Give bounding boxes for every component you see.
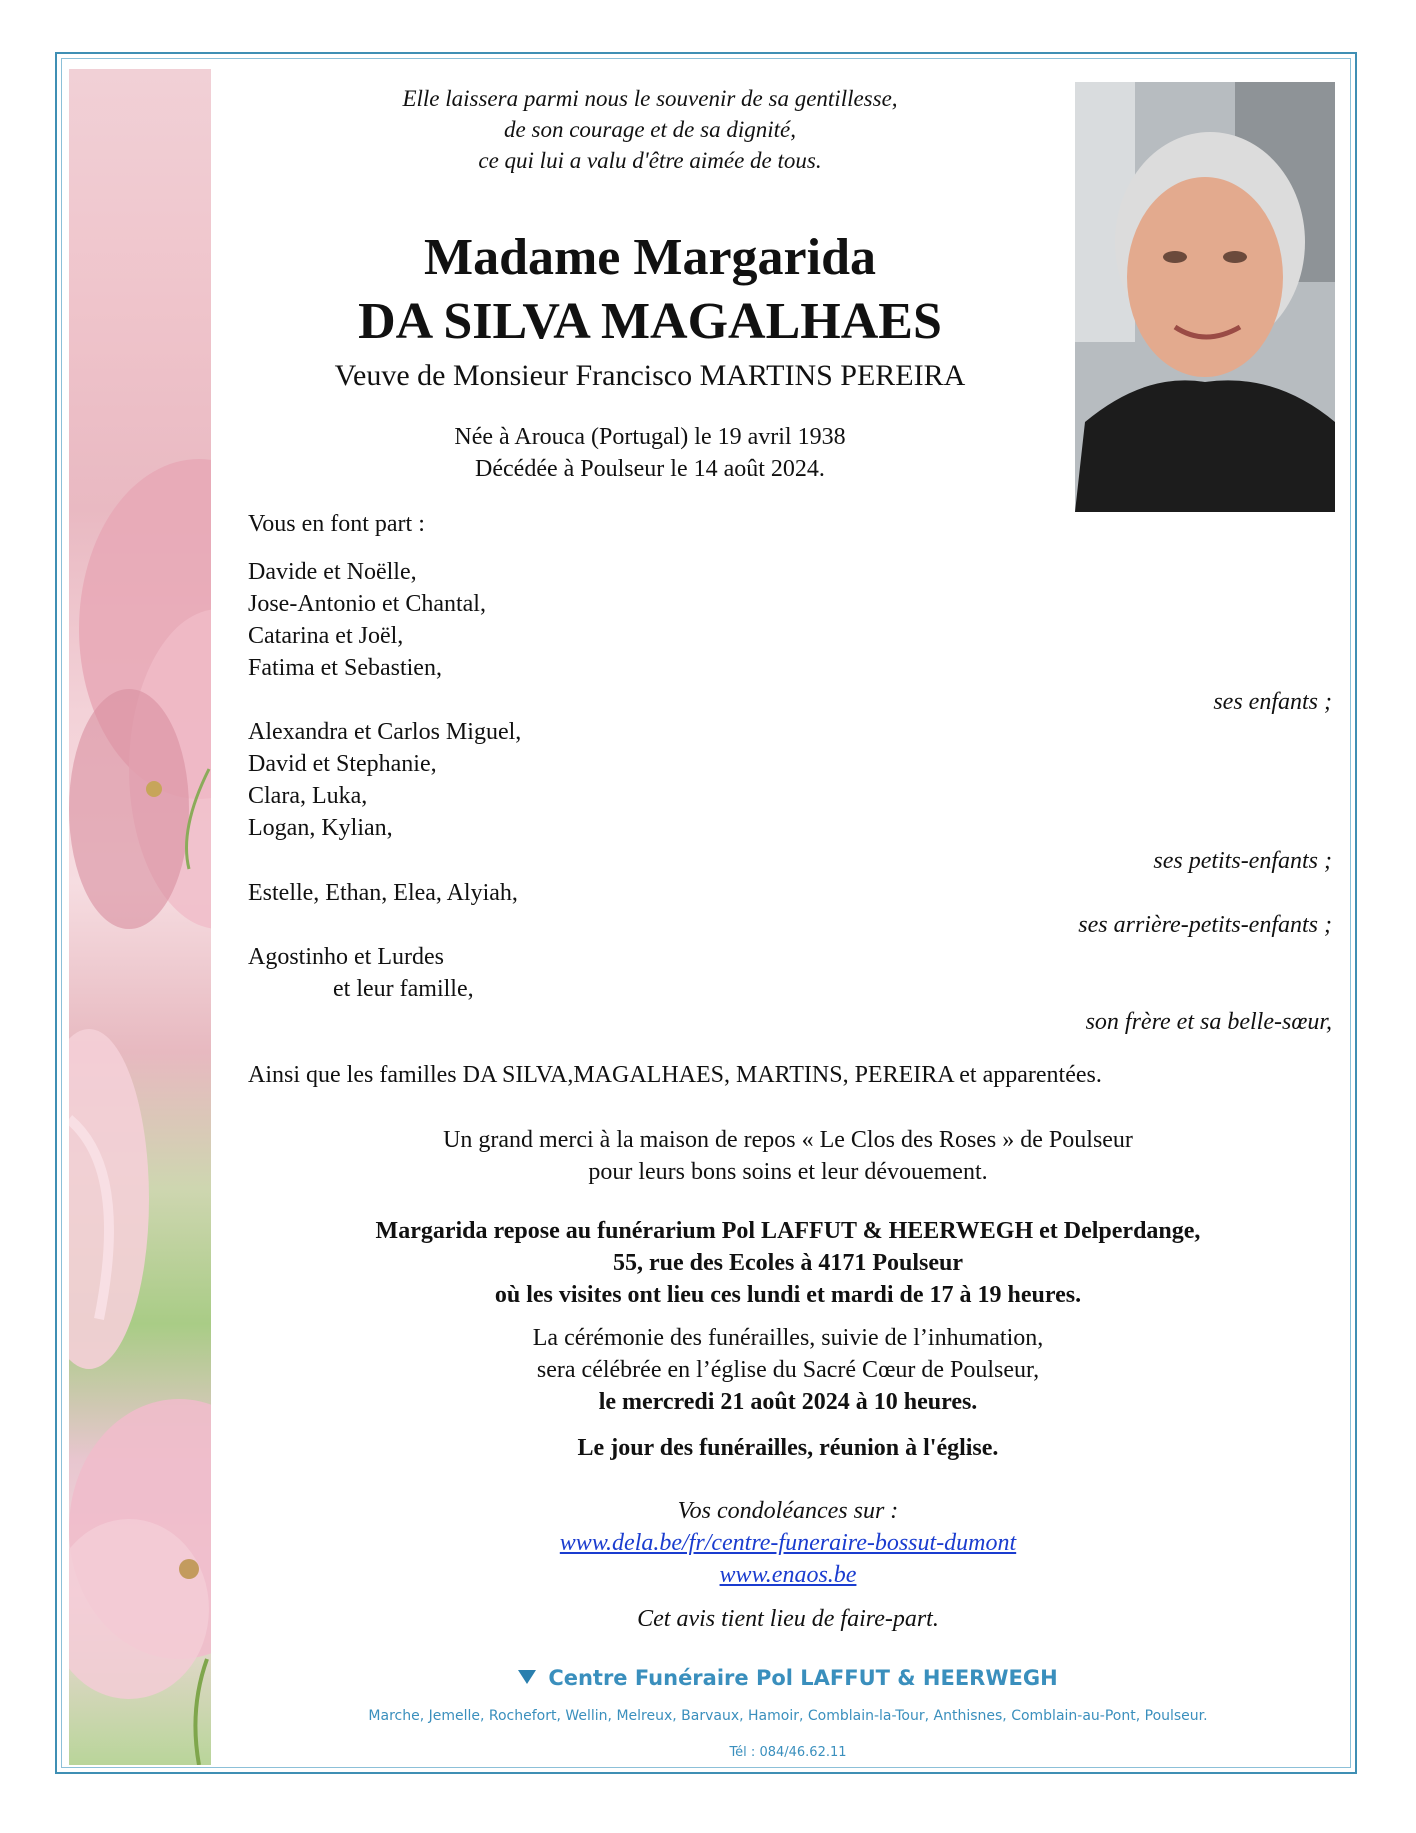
quote-line: de son courage et de sa dignité,: [504, 117, 796, 142]
list-item: Alexandra et Carlos Miguel,: [248, 719, 522, 745]
birth-line: Née à Arouca (Portugal) le 19 avril 1938: [454, 424, 846, 450]
meeting-line: Le jour des funérailles, réunion à l'église.: [577, 1435, 999, 1461]
ceremony-block: [248, 1322, 1328, 1418]
list-item: Estelle, Ethan, Elea, Alyiah,: [248, 880, 518, 906]
siblings-line: Agostinho et Lurdes: [248, 944, 444, 970]
condolences-block: [248, 1495, 1328, 1591]
memorial-quote: [240, 83, 1060, 176]
list-item: Fatima et Sebastien,: [248, 655, 442, 681]
triangle-icon: [518, 1670, 536, 1684]
funeral-home-logo: [248, 1664, 1328, 1692]
list-item: Jose-Antonio et Chantal,: [248, 591, 486, 617]
list-item: Clara, Luka,: [248, 783, 368, 809]
funeral-home-towns: Marche, Jemelle, Rochefort, Wellin, Melreux, Barvaux, Hamoir, Comblain-la-Tour, Anthisnes, Comblain-au-Pont, Poulseur.: [368, 1708, 1208, 1724]
siblings-label: son frère et sa belle-sœur,: [1085, 1009, 1332, 1035]
death-line: Décédée à Poulseur le 14 août 2024.: [475, 456, 825, 482]
flower-decoration-image: [69, 69, 211, 1765]
widow-line: Veuve de Monsieur Francisco MARTINS PEREIRA: [334, 359, 966, 392]
rest-line: Margarida repose au funérarium Pol LAFFUT & HEERWEGH et Delperdange,: [375, 1218, 1201, 1244]
ceremony-date: le mercredi 21 août 2024 à 10 heures.: [598, 1389, 978, 1415]
list-item: David et Stephanie,: [248, 751, 437, 777]
rest-block: [248, 1215, 1328, 1311]
rest-line: 55, rue des Ecoles à 4171 Poulseur: [613, 1250, 963, 1276]
deceased-first-name: Madame Margarida: [423, 229, 876, 286]
quote-line: ce qui lui a valu d'être aimée de tous.: [478, 148, 822, 173]
dates-block: [240, 421, 1060, 485]
list-item: Davide et Noëlle,: [248, 559, 417, 585]
deceased-surname: DA SILVA MAGALHAES: [358, 293, 942, 350]
ceremony-line: sera célébrée en l’église du Sacré Cœur de Poulseur,: [536, 1357, 1040, 1383]
children-label: ses enfants ;: [1213, 689, 1332, 715]
thanks-block: [248, 1124, 1328, 1188]
quote-line: Elle laissera parmi nous le souvenir de sa gentillesse,: [402, 86, 898, 111]
siblings-family-line: et leur famille,: [333, 976, 474, 1002]
intro-line: Vous en font part :: [248, 511, 425, 537]
ceremony-line: La cérémonie des funérailles, suivie de l’inhumation,: [532, 1325, 1044, 1351]
condolences-link-dela[interactable]: www.dela.be/fr/centre-funeraire-bossut-dumont: [559, 1530, 1017, 1556]
portrait-photo: [1075, 82, 1335, 512]
condolences-label: Vos condoléances sur :: [677, 1498, 899, 1524]
list-item: Logan, Kylian,: [248, 815, 393, 841]
funeral-home-phone: Tél : 084/46.62.11: [729, 1745, 847, 1760]
great-grandchildren-list: [248, 877, 518, 909]
thanks-line: Un grand merci à la maison de repos « Le Clos des Roses » de Poulseur: [443, 1127, 1133, 1153]
funeral-home-name: Centre Funéraire Pol LAFFUT & HEERWEGH: [548, 1666, 1058, 1690]
condolences-link-enaos[interactable]: www.enaos.be: [719, 1562, 857, 1588]
great-grandchildren-label: ses arrière-petits-enfants ;: [1078, 912, 1332, 938]
grandchildren-list: [248, 716, 521, 844]
siblings-block: [248, 941, 474, 1005]
rest-line: où les visites ont lieu ces lundi et mardi de 17 à 19 heures.: [494, 1282, 1082, 1308]
thanks-line: pour leurs bons soins et leur dévouement.: [588, 1159, 988, 1185]
children-list: [248, 556, 486, 684]
grandchildren-label: ses petits-enfants ;: [1153, 848, 1332, 874]
list-item: Catarina et Joël,: [248, 623, 404, 649]
notice-line: Cet avis tient lieu de faire-part.: [637, 1606, 939, 1632]
families-line: Ainsi que les familles DA SILVA,MAGALHAES, MARTINS, PEREIRA et apparentées.: [248, 1062, 1102, 1088]
